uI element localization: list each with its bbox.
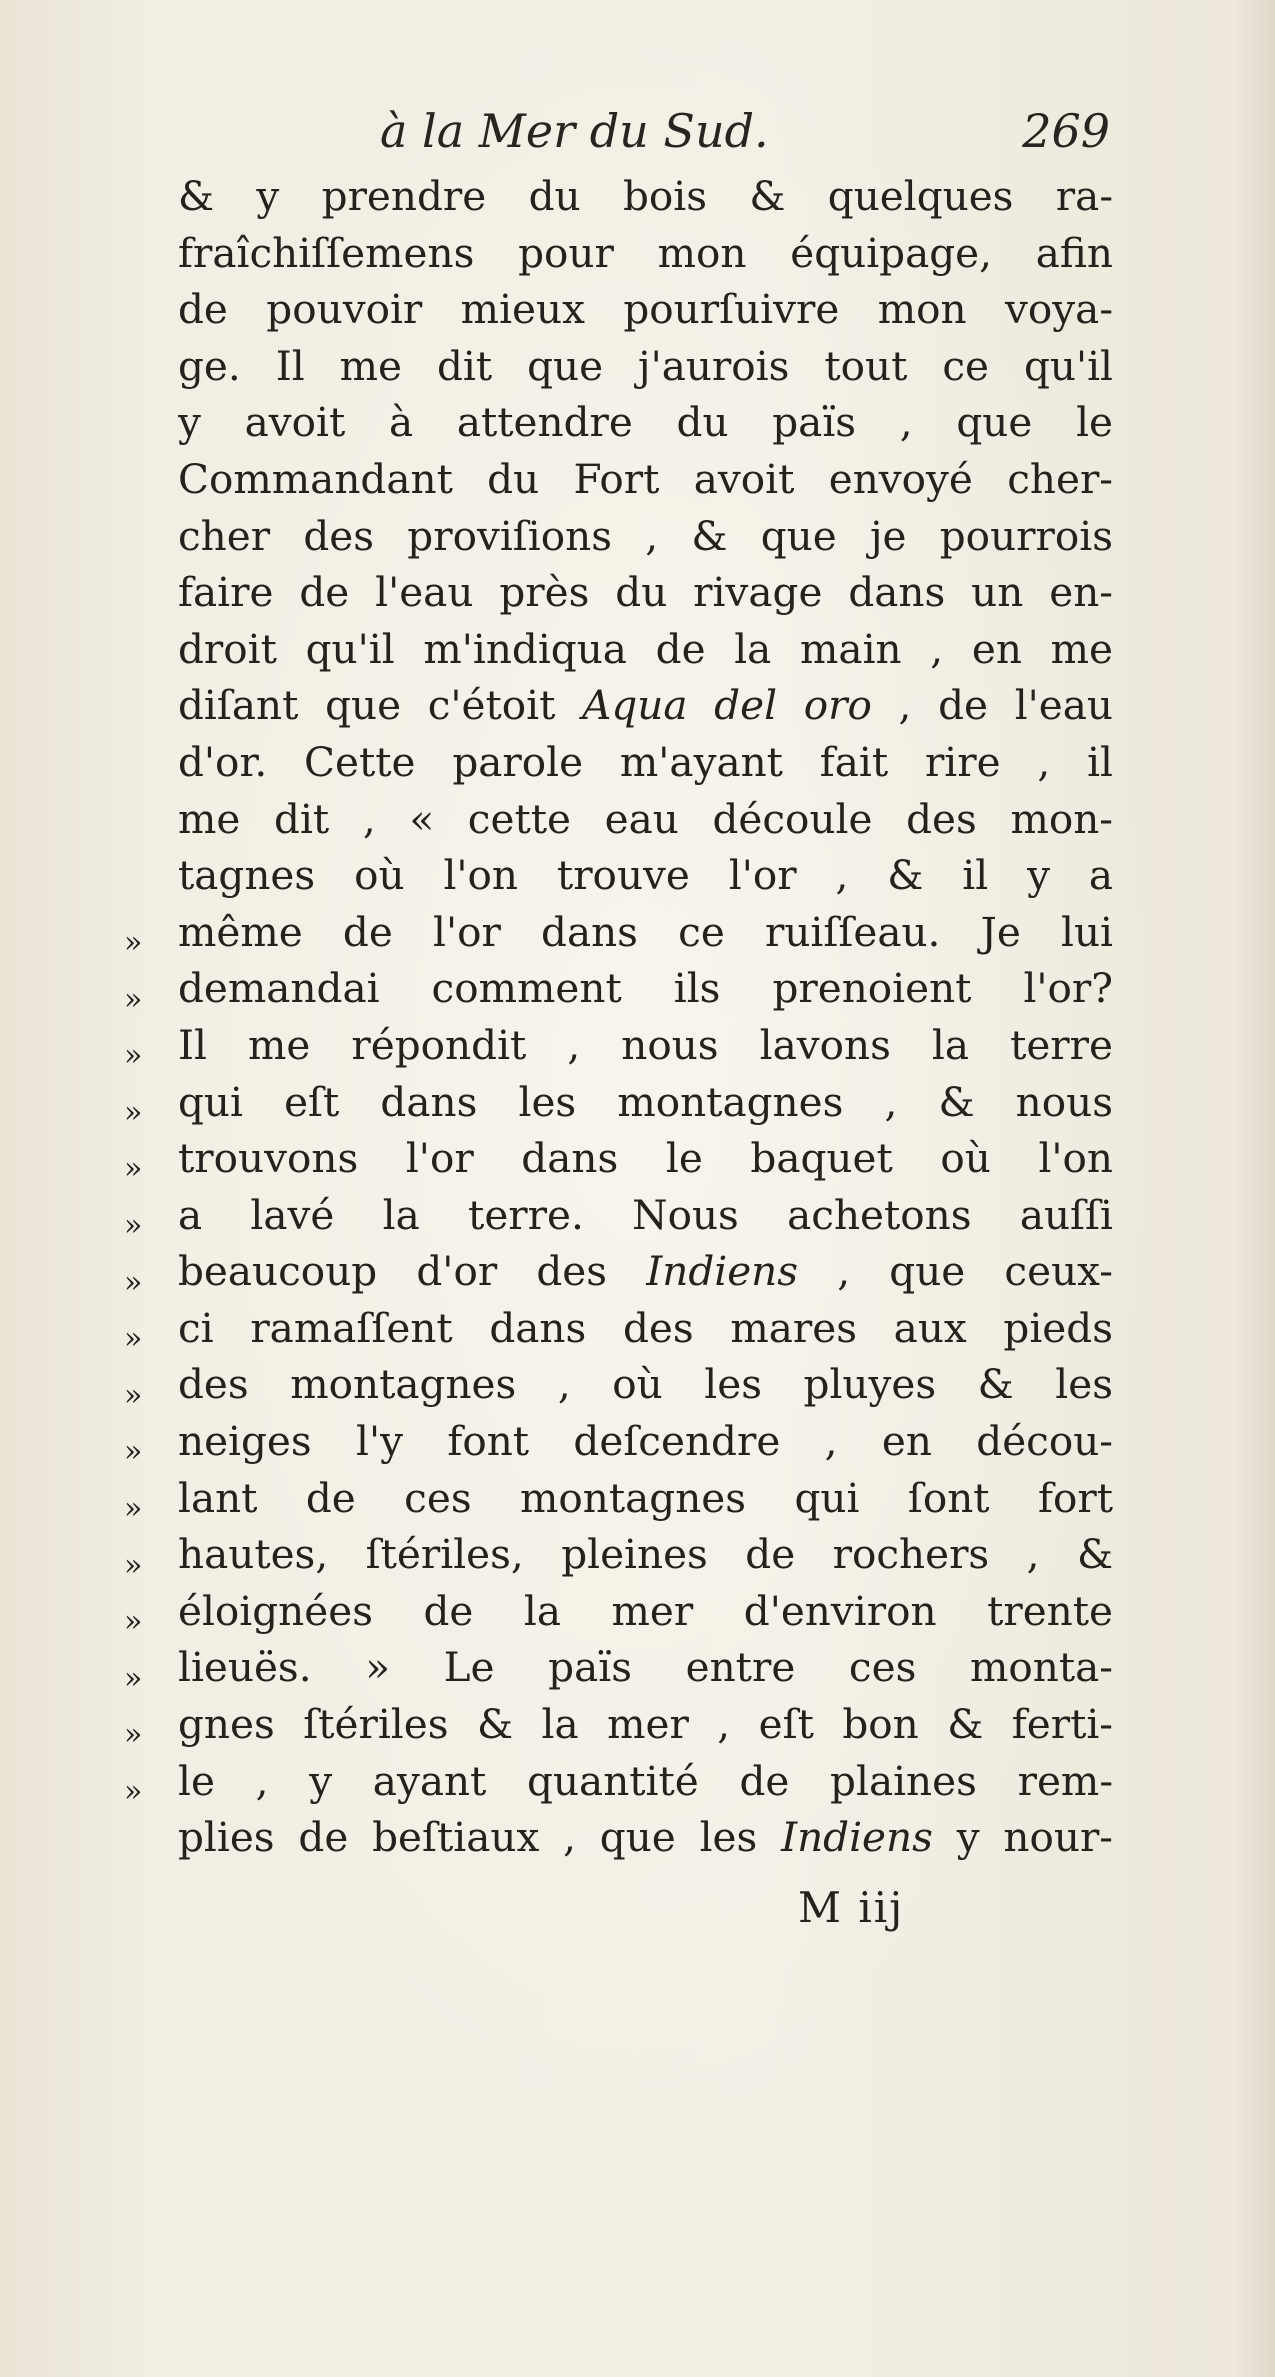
quoted-text-line: Il me répondit , nous lavons la terre <box>178 1020 1113 1069</box>
quote-mark: » <box>124 1491 143 1526</box>
text-line: Commandant du Fort avoit envoyé cher- <box>178 454 1113 503</box>
quote-mark: » <box>124 1038 143 1073</box>
quote-mark: » <box>124 1095 143 1130</box>
quoted-text-line: lieuës. » Le païs entre ces monta- <box>178 1643 1113 1692</box>
quote-mark: » <box>124 925 143 960</box>
text-line: ge. Il me dit que j'aurois tout ce qu'il <box>178 341 1113 390</box>
text-line: diſant que c'étoit Aqua del oro , de l'eau <box>178 681 1113 730</box>
quoted-text-line: neiges l'y font deſcendre , en décou- <box>178 1417 1113 1466</box>
body-text <box>178 168 1113 1866</box>
text-line: gnes ſtériles & la mer , eſt bon & ferti- <box>178 1700 1113 1749</box>
text-line: fraîchiſſemens pour mon équipage, afin <box>178 228 1113 277</box>
quote-mark: » <box>124 1717 143 1752</box>
text-line: le , y ayant quantité de plaines rem- <box>178 1756 1113 1805</box>
quoted-text-line: éloignées de la mer d'environ trente <box>178 1586 1113 1635</box>
quote-mark: » <box>124 1265 143 1300</box>
page-edge-shadow <box>1235 0 1275 2377</box>
quote-mark: » <box>124 1321 143 1356</box>
quoted-text-line: tagnes où l'on trouve l'or , & il y a <box>178 851 1113 900</box>
text-line: faire de l'eau près du rivage dans un en- <box>178 568 1113 617</box>
quoted-text-line: lant de ces montagnes qui ſont fort <box>178 1473 1113 1522</box>
quote-mark: » <box>124 1151 143 1186</box>
text-line: me dit , « cette eau découle des mon- <box>178 794 1113 843</box>
signature-mark: M iij <box>798 1883 905 1932</box>
page-header <box>380 104 1110 174</box>
quoted-text-line: trouvons l'or dans le baquet où l'on <box>178 1134 1113 1183</box>
text-line: & y prendre du bois & quelques ra- <box>178 172 1113 220</box>
text-line: d'or. Cette parole m'ayant fait rire , il <box>178 737 1113 786</box>
quote-mark: » <box>124 1661 143 1696</box>
quote-mark: » <box>124 982 143 1017</box>
quoted-text-line: qui eſt dans les montagnes , & nous <box>178 1077 1113 1126</box>
quote-mark: » <box>124 1548 143 1583</box>
quoted-text-line: beaucoup d'or des Indiens , que ceux- <box>178 1247 1113 1296</box>
text-line: droit qu'il m'indiqua de la main , en me <box>178 624 1113 673</box>
running-title: à la Mer du Sud. <box>380 104 769 158</box>
quote-mark: » <box>124 1378 143 1413</box>
text-line: y avoit à attendre du païs , que le <box>178 398 1113 447</box>
text-line: plies de beſtiaux , que les Indiens y nour- <box>178 1813 1113 1862</box>
text-line: de pouvoir mieux pourſuivre mon voya- <box>178 285 1113 334</box>
quote-mark: » <box>124 1774 143 1809</box>
quote-mark: » <box>124 1604 143 1639</box>
quote-mark: » <box>124 1434 143 1469</box>
quote-mark: » <box>124 1208 143 1243</box>
quoted-text-line: hautes, ſtériles, pleines de rochers , & <box>178 1530 1113 1579</box>
page-number: 269 <box>1022 104 1110 158</box>
text-line: cher des proviſions , & que je pourrois <box>178 511 1113 560</box>
quoted-text-line: des montagnes , où les pluyes & les <box>178 1360 1113 1409</box>
quoted-text-line: même de l'or dans ce ruiſſeau. Je lui <box>178 907 1113 956</box>
quoted-text-line: demandai comment ils prenoient l'or? <box>178 964 1113 1013</box>
quoted-text-line: a lavé la terre. Nous achetons auſſi <box>178 1190 1113 1239</box>
quoted-text-line: ci ramaſſent dans des mares aux pieds <box>178 1303 1113 1352</box>
